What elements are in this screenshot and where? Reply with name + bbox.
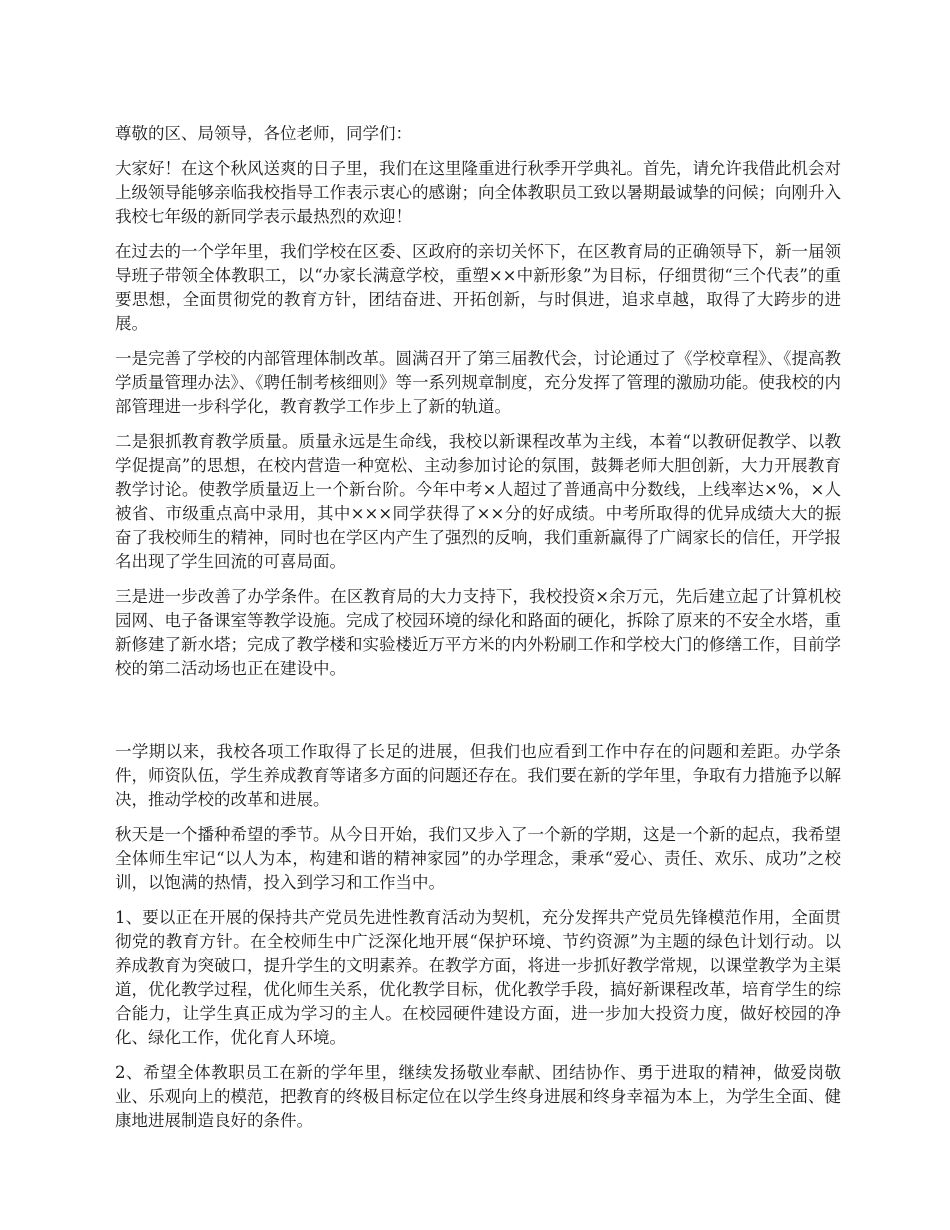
paragraph-school-conditions: 三是进一步改善了办学条件。在区教育局的大力支持下，我校投资×余万元，先后建立起了计算机校园网、电子备课室等教学设施。完成了校园环境的绿化和路面的硬化，拆除了原来的不安全水塔，重新修建了新水塔；完成了教学楼和实验楼近万平方米的内外粉刷工作和学校大门的修缮工作，目前学校的第二活动场也正在建设中。 xyxy=(115,587,841,678)
document-body xyxy=(115,122,841,1144)
paragraph-management-reform: 一是完善了学校的内部管理体制改革。圆满召开了第三届教代会，讨论通过了《学校章程》、《提高教学质量管理办法》、《聘任制考核细则》等一系列规章制度，充分发挥了管理的激励功能。使我校的内部管理进一步科学化，教育教学工作步上了新的轨道。 xyxy=(115,349,841,416)
salutation: 尊敬的区、局领导，各位老师，同学们： xyxy=(115,124,412,143)
paragraph-teaching-quality: 二是狠抓教育教学质量。质量永远是生命线，我校以新课程改革为主线，本着“以教研促教学、以教学促提高”的思想，在校内营造一种宽松、主动参加讨论的氛围，鼓舞老师大胆创新，大力开展教育教学讨论。使教学质量迈上一个新台阶。今年中考×人超过了普通高中分数线，上线率达×%，×人被省、市级重点高中录用，其中×××同学获得了××分的好成绩。中考所取得的优异成绩大大的振奋了我校师生的精神，同时也在学区内产生了强烈的反响，我们重新赢得了广阔家长的信任，开学报名出现了学生回流的可喜局面。 xyxy=(115,432,841,571)
paragraph-new-semester: 秋天是一个播种希望的季节。从今日开始，我们又步入了一个新的学期，这是一个新的起点，我希望全体师生牢记“以人为本，构建和谐的精神家园”的办学理念，秉承“爱心、责任、欢乐、成功”之校训，以饱满的热情，投入到学习和工作当中。 xyxy=(115,825,841,892)
paragraph-past-year: 在过去的一个学年里，我们学校在区委、区政府的亲切关怀下，在区教育局的正确领导下，新一届领导班子带领全体教职工，以“办家长满意学校，重塑××中新形象”为目标，仔细贯彻“三个代表”的重要思想，全面贯彻党的教育方针，团结奋进、开拓创新，与时俱进，追求卓越，取得了大跨步的进展。 xyxy=(115,242,841,333)
paragraph-point-2: 2、希望全体教职员工在新的学年里，继续发扬敬业奉献、团结协作、勇于进取的精神，做爱岗敬业、乐观向上的模范，把教育的终极目标定位在以学生终身进展和终身幸福为本上，为学生全面、健康地进展制造良好的条件。 xyxy=(115,1063,841,1130)
paragraph-greeting: 大家好！在这个秋风送爽的日子里，我们在这里隆重进行秋季开学典礼。首先，请允许我借此机会对上级领导能够亲临我校指导工作表示衷心的感谢；向全体教职员工致以暑期最诚挚的问候；向刚升入我校七年级的新同学表示最热烈的欢迎！ xyxy=(115,159,841,226)
section-spacer xyxy=(115,692,841,740)
paragraph-point-1: 1、要以正在开展的保持共产党员先进性教育活动为契机，充分发挥共产党员先锋模范作用，全面贯彻党的教育方针。在全校师生中广泛深化地开展“保护环境、节约资源”为主题的绿色计划行动。以养成教育为突破口，提升学生的文明素养。在教学方面，将进一步抓好教学常规，以课堂教学为主渠道，优化教学过程，优化师生关系，优化教学目标，优化教学手段，搞好新课程改革，培育学生的综合能力，让学生真正成为学习的主人。在校园硬件建设方面，进一步加大投资力度，做好校园的净化、绿化工作，优化育人环境。 xyxy=(115,908,841,1047)
paragraph-problems: 一学期以来，我校各项工作取得了长足的进展，但我们也应看到工作中存在的问题和差距。办学条件，师资队伍，学生养成教育等诸多方面的问题还存在。我们要在新的学年里，争取有力措施予以解决，推动学校的改革和进展。 xyxy=(115,742,841,809)
